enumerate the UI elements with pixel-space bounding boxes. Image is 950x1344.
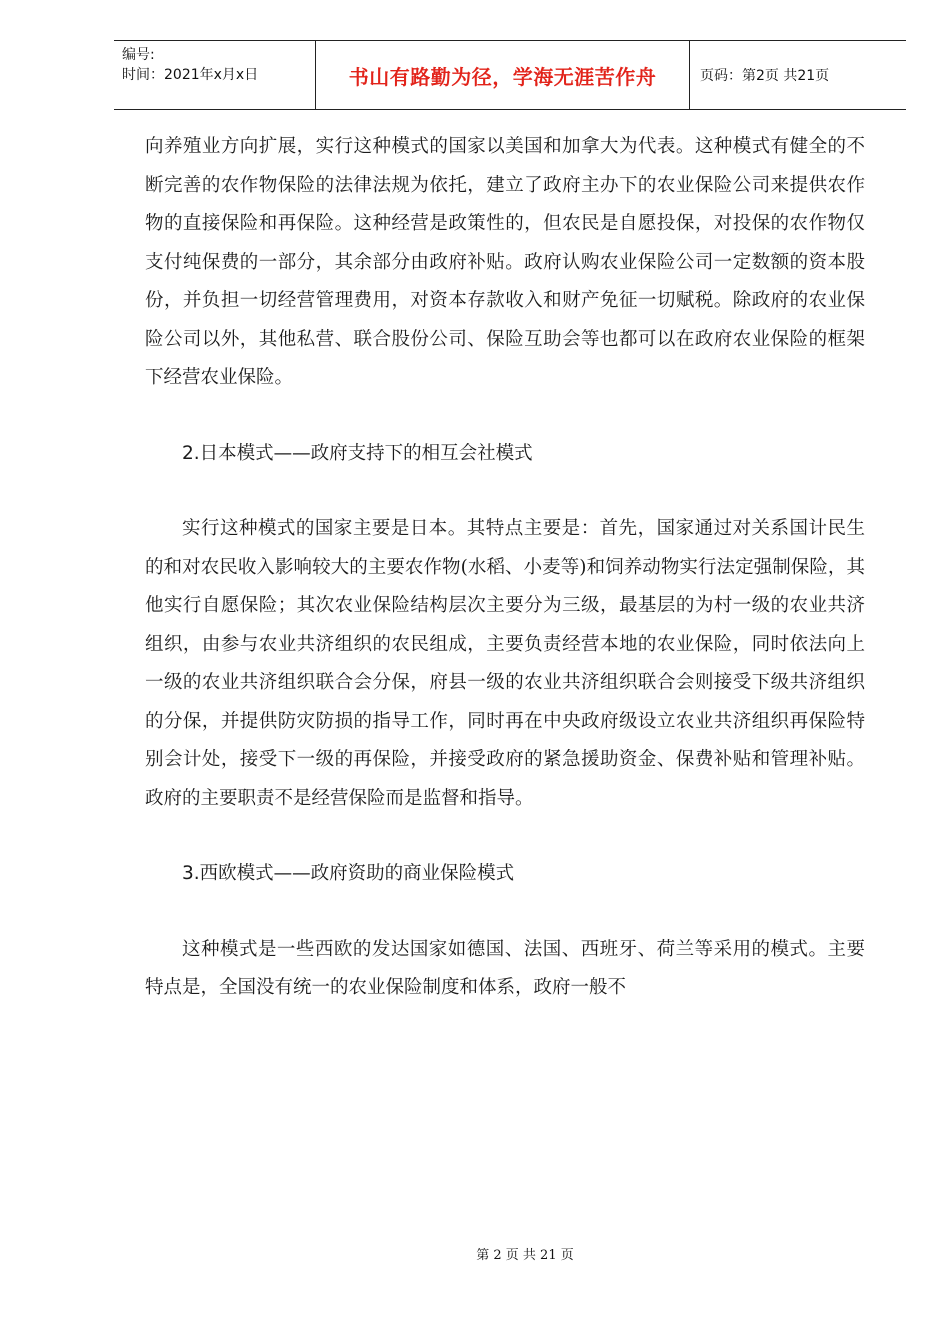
page-header	[114, 40, 906, 110]
page-footer: 第 2 页 共 21 页	[476, 1248, 574, 1263]
paragraph-japan-model: 实行这种模式的国家主要是日本。其特点主要是：首先，国家通过对关系国计民生的和对农民收入影响较大的主要农作物(水稻、小麦等)和饲养动物实行法定强制保险，其他实行自愿保险；其次农业保险结构层次主要分为三级，最基层的为村一级的农业共济组织，由参与农业共济组织的农民组成，主要负责经营本地的农业保险，同时依法向上一级的农业共济组织联合会分保，府县一级的农业共济组织联合会则接受下级共济组织的分保，并提供防灾防损的指导工作，同时再在中央政府级设立农业共济组织再保险特别会计处，接受下一级的再保险，并接受政府的紧急援助资金、保费补贴和管理补贴。政府的主要职责不是经营保险而是监督和指导。	[145, 518, 865, 809]
paragraph-us-canada-model: 向养殖业方向扩展，实行这种模式的国家以美国和加拿大为代表。这种模式有健全的不断完善的农作物保险的法律法规为依托，建立了政府主办下的农业保险公司来提供农作物的直接保险和再保险。这种经营是政策性的，但农民是自愿投保，对投保的农作物仅支付纯保费的一部分，其余部分由政府补贴。政府认购农业保险公司一定数额的资本股份，并负担一切经营管理费用，对资本存款收入和财产免征一切赋税。除政府的农业保险公司以外，其他私营、联合股份公司、保险互助会等也都可以在政府农业保险的框架下经营农业保险。	[145, 136, 865, 388]
section-title: 日本模式——政府支持下的相互会社模式	[199, 442, 533, 464]
header-page-info: 页码：第2页 共21页	[700, 68, 830, 84]
paragraph-gap	[145, 398, 865, 435]
section-number: 2.	[182, 442, 200, 464]
section-heading-japan-model	[145, 435, 865, 474]
document-time: 时间：2021年x月x日	[122, 67, 259, 83]
paragraph-gap	[145, 473, 865, 510]
section-number: 3.	[182, 863, 200, 884]
paragraph-gap	[145, 894, 865, 931]
section-title: 西欧模式——政府资助的商业保险模式	[199, 863, 515, 884]
header-meta	[114, 41, 316, 109]
header-motto: 书山有路勤为径，学海无涯苦作舟	[316, 41, 690, 109]
section-heading-west-europe-model	[145, 855, 865, 894]
paragraph-gap	[145, 818, 865, 855]
document-number-label: 编号:	[122, 47, 155, 63]
paragraph-west-europe-model: 这种模式是一些西欧的发达国家如德国、法国、西班牙、荷兰等采用的模式。主要特点是，全国没有统一的农业保险制度和体系，政府一般不	[145, 938, 865, 998]
document-body	[145, 128, 865, 1008]
